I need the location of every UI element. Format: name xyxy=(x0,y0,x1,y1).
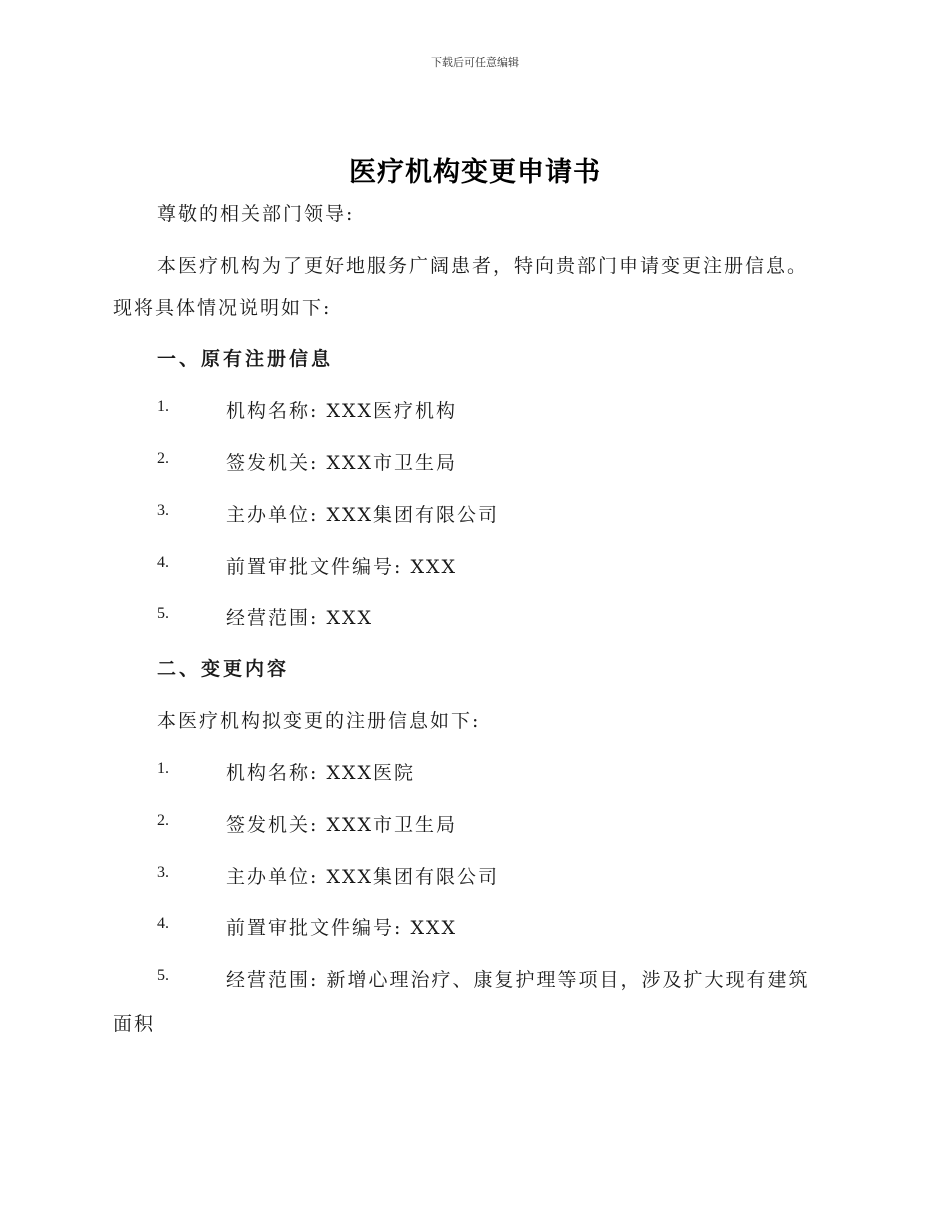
list-item-text: 主办单位: XXX集团有限公司 xyxy=(226,504,500,526)
document-title: 医疗机构变更申请书 xyxy=(349,157,601,188)
list-item-number: 3. xyxy=(157,502,169,519)
intro-paragraph-line-2: 现将具体情况说明如下: xyxy=(113,297,332,319)
list-item-number: 5. xyxy=(157,605,169,622)
list-item-number: 3. xyxy=(157,864,169,881)
list-item-number: 5. xyxy=(157,967,169,984)
list-item-text: 前置审批文件编号: XXX xyxy=(226,917,458,939)
section-heading-changes: 二、变更内容 xyxy=(157,658,290,680)
changes-intro: 本医疗机构拟变更的注册信息如下: xyxy=(157,710,481,732)
intro-paragraph-line-1: 本医疗机构为了更好地服务广阔患者，特向贵部门申请变更注册信息。 xyxy=(157,255,809,277)
list-item-text: 签发机关: XXX市卫生局 xyxy=(226,452,458,474)
list-item-text: 主办单位: XXX集团有限公司 xyxy=(226,866,500,888)
list-item-number: 2. xyxy=(157,450,169,467)
list-item-continuation: 面积 xyxy=(113,1013,156,1035)
list-item-text: 签发机关: XXX市卫生局 xyxy=(226,814,458,836)
list-item-number: 4. xyxy=(157,554,169,571)
list-item-number: 1. xyxy=(157,760,169,777)
list-item-text: 经营范围: XXX xyxy=(226,607,374,629)
page-header-note: 下载后可任意编辑 xyxy=(431,56,519,69)
section-heading-original-info: 一、原有注册信息 xyxy=(157,348,334,370)
list-item-text: 机构名称: XXX医疗机构 xyxy=(226,400,458,422)
list-item-text: 经营范围: 新增心理治疗、康复护理等项目，涉及扩大现有建筑 xyxy=(226,969,810,991)
list-item-text: 机构名称: XXX医院 xyxy=(226,762,416,784)
list-item-number: 4. xyxy=(157,915,169,932)
list-item-number: 2. xyxy=(157,812,169,829)
list-item-number: 1. xyxy=(157,398,169,415)
list-item-text: 前置审批文件编号: XXX xyxy=(226,556,458,578)
salutation: 尊敬的相关部门领导: xyxy=(157,203,355,225)
